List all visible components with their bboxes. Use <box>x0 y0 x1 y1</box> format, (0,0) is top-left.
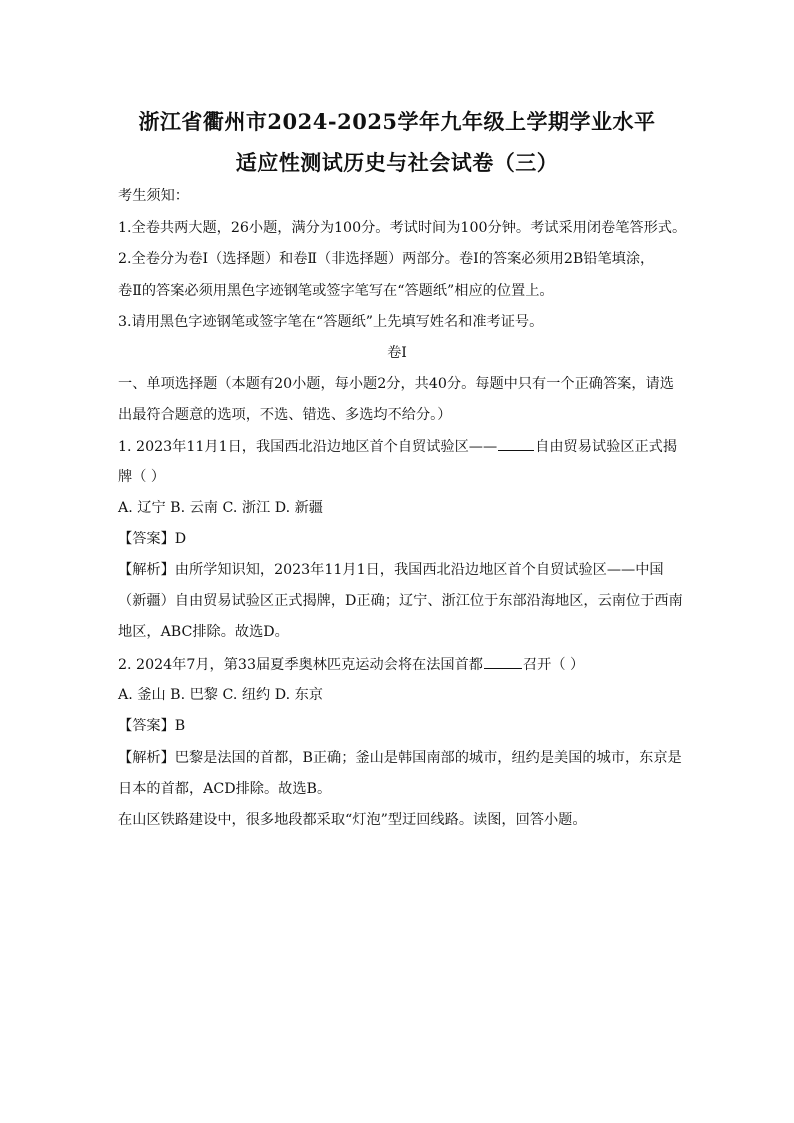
answer-blank <box>484 654 522 669</box>
notice-item-2b: 卷Ⅱ的答案必须用黑色字迹钢笔或签字笔写在“答题纸”相应的位置上。 <box>118 283 554 299</box>
question-1-analysis-c: 地区，ABC排除。故选D。 <box>118 624 289 640</box>
question-2-stem <box>118 654 584 675</box>
question-1-analysis-b: （新疆）自由贸易试验区正式揭牌，D正确；辽宁、浙江位于东部沿海地区，云南位于西南 <box>118 593 683 609</box>
question-1-stem-text: 1. 2023年11月1日，我国西北沿边地区首个自贸试验区—— <box>118 439 498 455</box>
question-2-answer: 【答案】B <box>118 718 186 734</box>
section-instructions-b: 出最符合题意的选项，不选、错选、多选均不给分。） <box>118 407 452 423</box>
volume-heading: 卷Ⅰ <box>387 345 407 361</box>
question-2-options: A. 釜山 B. 巴黎 C. 纽约 D. 东京 <box>118 687 323 703</box>
exam-title-line-1: 浙江省衢州市2024-2025学年九年级上学期学业水平 <box>138 109 656 134</box>
question-2-stem-text: 2. 2024年7月，第33届夏季奥林匹克运动会将在法国首都 <box>118 657 483 673</box>
question-1-options: A. 辽宁 B. 云南 C. 浙江 D. 新疆 <box>118 500 323 516</box>
question-1-analysis-a: 【解析】由所学知识知，2023年11月1日，我国西北沿边地区首个自贸试验区——中国 <box>118 562 664 578</box>
question-2-stem-text-2: 召开（ ） <box>522 657 585 673</box>
question-2-analysis-a: 【解析】巴黎是法国的首都，B正确；釜山是韩国南部的城市，纽约是美国的城市，东京是 <box>118 750 682 766</box>
notice-item-3: 3.请用黑色字迹钢笔或签字笔在“答题纸”上先填写姓名和准考证号。 <box>118 314 544 330</box>
notice-item-2a: 2.全卷分为卷Ⅰ（选择题）和卷Ⅱ（非选择题）两部分。卷Ⅰ的答案必须用2B铅笔填涂， <box>118 251 655 267</box>
notice-heading: 考生须知： <box>118 188 189 204</box>
question-1-stem-text-2: 自由贸易试验区正式揭 <box>535 439 678 455</box>
question-1-answer: 【答案】D <box>118 531 187 547</box>
section-instructions-a: 一、单项选择题（本题有20小题，每小题2分，共40分。每题中只有一个正确答案，请选 <box>118 376 674 392</box>
question-1-stem <box>118 436 677 457</box>
question-2-analysis-b: 日本的首都，ACD排除。故选B。 <box>118 781 332 797</box>
reading-intro: 在山区铁路建设中，很多地段都采取“灯泡”型迂回线路。读图，回答小题。 <box>118 812 587 828</box>
notice-item-1: 1.全卷共两大题，26小题，满分为100分。考试时间为100分钟。考试采用闭卷笔答形式。 <box>118 220 687 236</box>
question-1-stem-end: 牌（ ） <box>118 469 166 485</box>
exam-title-line-2: 适应性测试历史与社会试卷（三） <box>235 150 559 175</box>
answer-blank <box>498 436 534 451</box>
